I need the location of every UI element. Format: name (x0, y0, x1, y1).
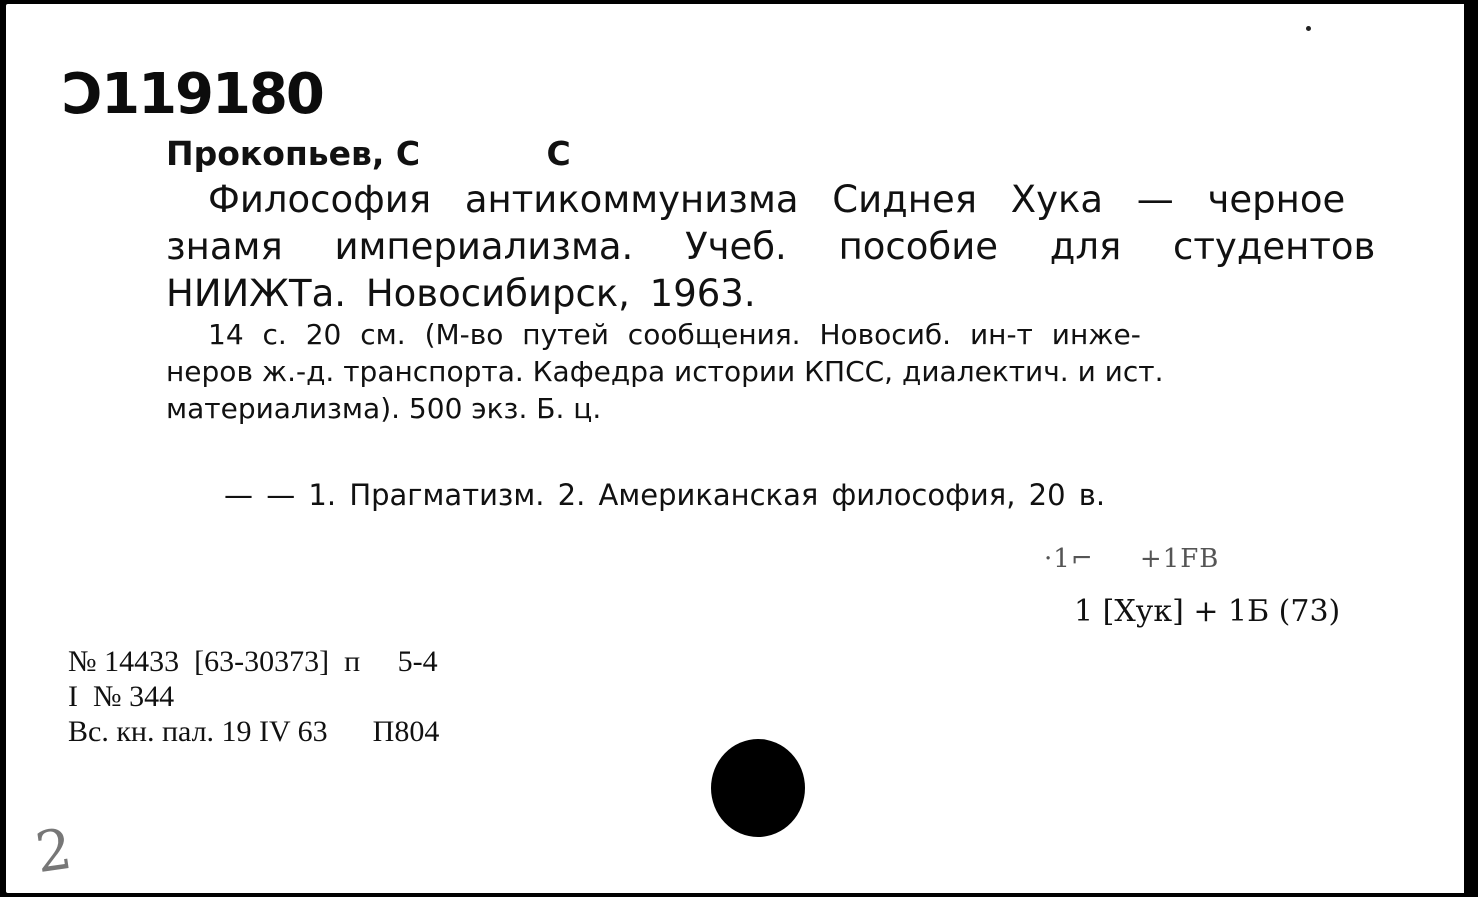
title-line: НИИЖТа. Новосибирск, 1963. (166, 272, 756, 315)
punch-hole (711, 739, 805, 837)
metadata-line: № 14433 [63-30373] п 5-4 (68, 645, 438, 678)
description-line: неров ж.-д. транспорта. Кафедра истории КПСС, диалектич. и ист. (166, 355, 1164, 388)
handwritten-marks: ·1⌐ +1FB (1044, 544, 1220, 574)
print-metadata (68, 644, 439, 749)
card-edge-shadow (1464, 0, 1478, 897)
title-block (166, 176, 1376, 317)
pencil-mark: 2 (31, 816, 76, 887)
description-line: 14 с. 20 см. (М-во путей сообщения. Новосиб. ин-т инже- (208, 318, 1141, 351)
subject-headings: — — 1. Прагматизм. 2. Американская философия, 20 в. (224, 478, 1106, 512)
description-line: материализма). 500 экз. Б. ц. (166, 392, 602, 425)
physical-description (166, 316, 1346, 427)
card-number: Ɔ119180 (62, 62, 323, 127)
title-line: Философия антикоммунизма Сиднея Хука — черное (208, 178, 1346, 221)
author-heading: Прокопьев, С С (166, 134, 571, 173)
metadata-line: I № 344 (68, 680, 175, 713)
dust-speck (1306, 26, 1311, 31)
metadata-line: Вс. кн. пал. 19 IV 63 П804 (68, 715, 440, 748)
card-paper (6, 4, 1468, 893)
classification-code: 1 [Хук] + 1Б (73) (1074, 594, 1341, 629)
title-line: знамя империализма. Учеб. пособие для студентов (166, 225, 1376, 268)
